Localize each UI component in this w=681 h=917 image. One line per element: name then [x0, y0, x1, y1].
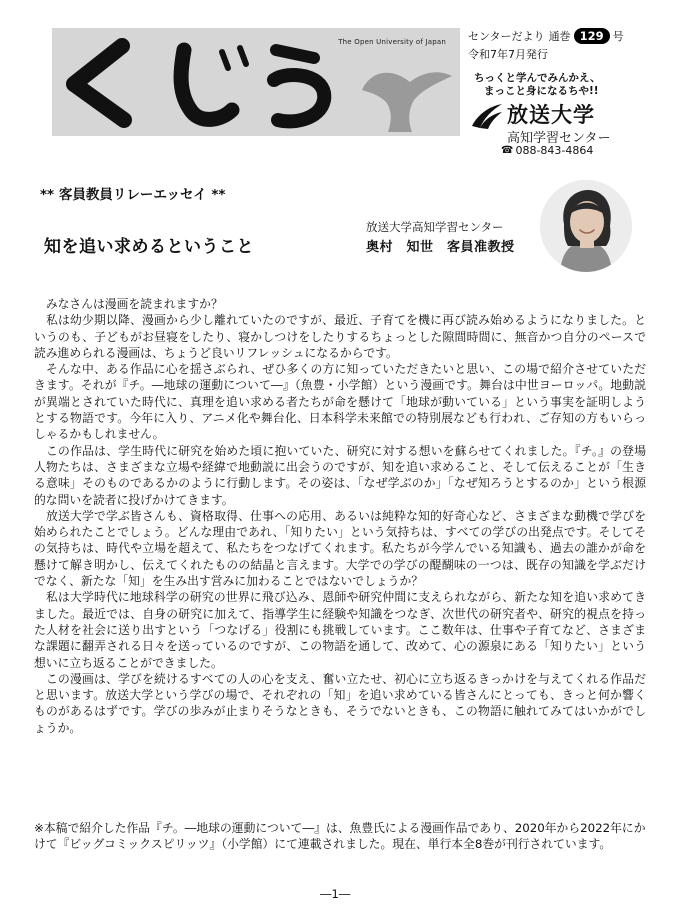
issue-number-badge: 129 — [574, 28, 610, 44]
essay-title: 知を追い求めるということ — [44, 237, 254, 257]
paragraph: 放送大学で学ぶ皆さんも、資格取得、仕事への応用、あるいは純粋な知的好奇心など、さまざまな動機で学びを始められたことでしょう。どんな理由であれ、「知りたい」という気持ちは、すべての学びの出発点です。そしてその気持ちは、時代や立場を超えて、私たちをつなげてくれます。私たちが今学んでいる知識も、過去の誰かが命を懸けて解き明かし、伝えてくれたものの結晶と言えます。大学での学びの醍醐味の一つは、既存の知識を学ぶだけでなく、新たな「知」を生み出す営みに加わることではないでしょうか？ — [34, 508, 646, 589]
essay-body — [34, 296, 646, 736]
newsletter-label: センターだより — [468, 30, 545, 43]
paragraph: この漫画は、学びを続けるすべての人の心を支え、奮い立たせ、初心に立ち返るきっかけを与えてくれる作品だと思います。放送大学という学びの場で、それぞれの「知」を追い求めている皆さんにとっても、きっと何か響くものがあるはずです。学びの歩みが止まりそうなときも、そうでないときも、この物語に触れてみてはいかがでしょうか。 — [34, 671, 646, 735]
paragraph: みなさんは漫画を読まれますか？ — [45, 297, 223, 311]
university-logo-mark — [470, 100, 504, 130]
author-name: 奥村 知世 客員准教授 — [366, 240, 515, 255]
paragraph: この作品は、学生時代に研究を始めた頃に抱いていた、研究に対する想いを蘇らせてくれました。『チ。』の登場人物たちは、さまざまな立場や経緯で地動説に出会うのですが、知を追い求めること、そして伝えることが「生きる意味」そのものであるかのように行動します。その姿は、「なぜ学ぶのか」「なぜ知ろうとするのか」という根源的な問いを読者に投げかけてきます。 — [34, 443, 646, 507]
phone-text: 088-843-4864 — [515, 144, 594, 157]
series-title: ** 客員教員リレーエッセイ ** — [40, 187, 226, 203]
masthead-banner — [52, 28, 460, 136]
university-english-name: The Open University of Japan — [338, 38, 446, 46]
paragraph: そんな中、ある作品に心を揺さぶられ、ぜひ多くの方に知っていただきたいと思い、この場で紹介させていただきます。それが『チ。―地球の運動について―』（魚豊・小学館）という漫画です。舞台は中世ヨーロッパ。地動説が異端とされていた時代に、真理を追い求める者たちが命を懸けて「地球が動いている」という事実を証明しようとする物語です。今年に入り、アニメ化や舞台化、日本科学未来館での特別展なども行われ、ご存知の方もいらっしゃるかもしれません。 — [34, 362, 646, 442]
author-photo — [540, 180, 632, 272]
issue-date: 令和7年7月発行 — [468, 48, 548, 61]
volume-prefix: 通巻 — [548, 30, 571, 43]
phone-number — [501, 144, 593, 157]
portrait-image — [540, 180, 632, 272]
issue-line — [468, 28, 624, 44]
slogan-line-2: まっこと身になるちや!! — [484, 85, 599, 97]
center-name: 高知学習センター — [507, 131, 611, 146]
phone-icon: ☎ — [501, 145, 514, 156]
paragraph: 私は幼少期以降、漫画から少し離れていたのですが、最近、子育てを機に再び読み始めるようになりました。というのも、子どもがお昼寝をしたり、寝かしつけをしたりするちょっとした隙間時間に、無音かつ自分のペースで読み進められる漫画は、ちょうど良いリフレッシュになるからです。 — [34, 313, 646, 360]
footnote — [34, 820, 646, 853]
slogan-line-1: ちっくと学んでみんかえ、 — [474, 72, 601, 84]
university-name: 放送大学 — [507, 103, 595, 127]
issue-number-suffix: 号 — [612, 30, 624, 43]
page-number: ―1― — [320, 887, 351, 901]
paragraph: 私は大学時代に地球科学の研究の世界に飛び込み、恩師や研究仲間に支えられながら、新たな知を追い求めてきました。最近では、自身の研究に加えて、指導学生に経験や知識をつなぎ、次世代の研究者や、研究的視点を持った人材を社会に送り出すという「つなげる」役割にも挑戦しています。ここ数年は、仕事や子育てなど、さまざまな課題に翻弄される日々を送っているのですが、この物語を通して、改めて、心の源泉にある「知りたい」という想いに立ち返ることができました。 — [34, 590, 646, 670]
footnote-text: ※本稿で紹介した作品『チ。―地球の運動について―』は、魚豊氏による漫画作品であり、2020年から2022年にかけて『ビッグコミックスピリッツ』（小学館）にて連載されました。現在、単行本全8巻が刊行されています。 — [34, 821, 646, 852]
author-affiliation: 放送大学高知学習センター — [366, 220, 504, 234]
